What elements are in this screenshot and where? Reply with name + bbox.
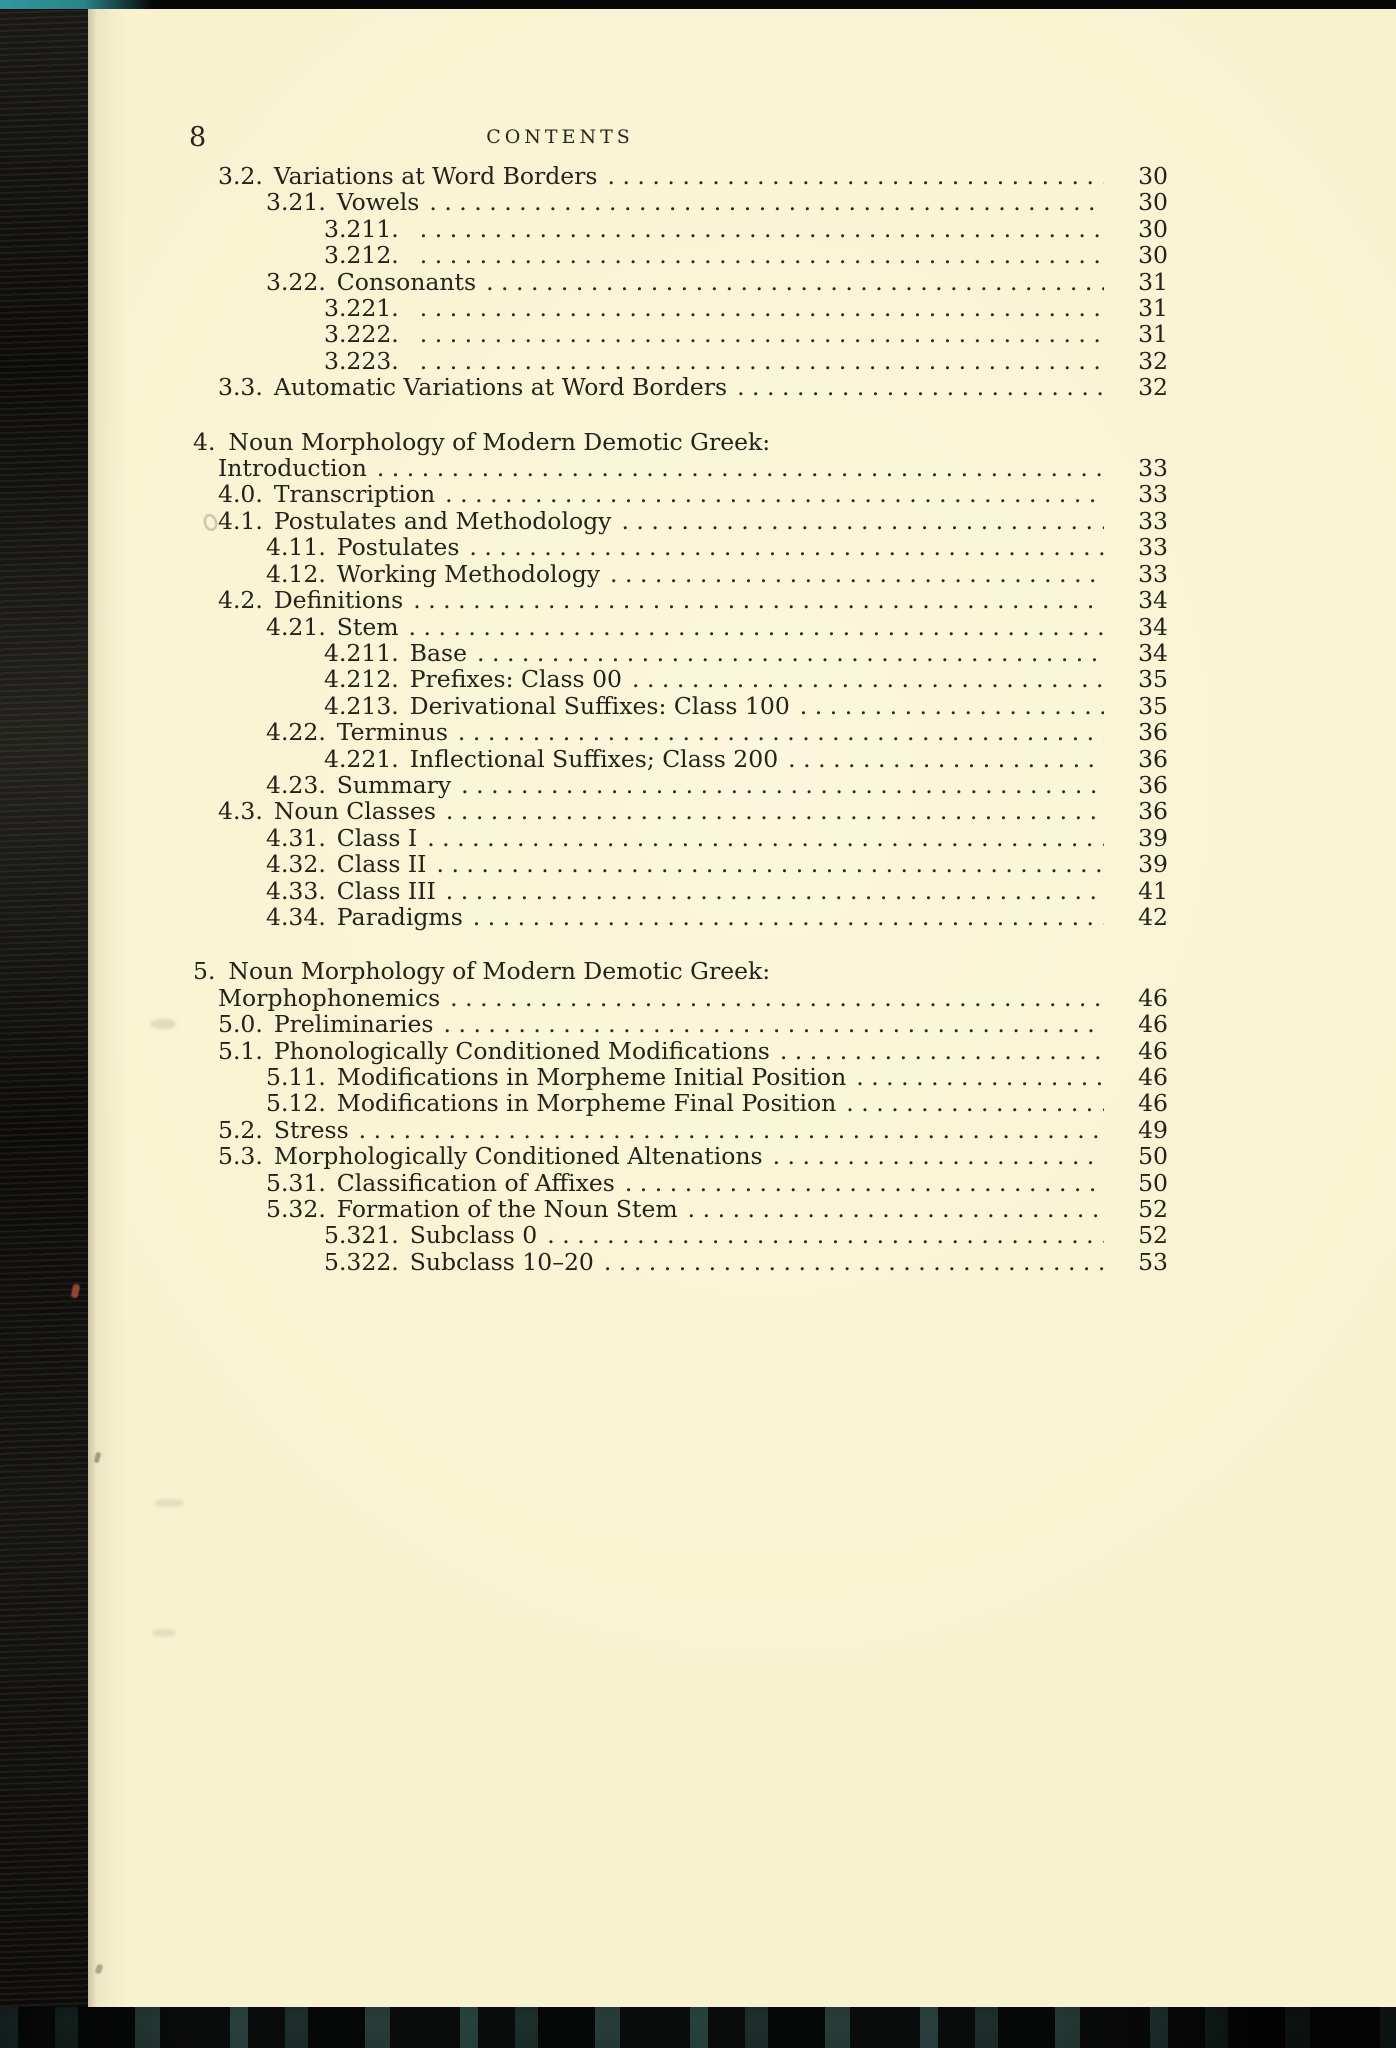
dot-leader: [445, 481, 1104, 507]
entry-number: 5.0.: [218, 1010, 263, 1039]
entry-page-number: 33: [1138, 454, 1168, 483]
entry-title: Formation of the Noun Stem: [336, 1195, 678, 1224]
entry-page-number: 31: [1138, 320, 1168, 349]
dot-leader: [773, 1143, 1104, 1169]
toc-section-heading: [193, 958, 1168, 984]
toc-entry: [193, 1117, 1168, 1143]
dot-leader: [359, 1117, 1104, 1143]
dot-leader: [788, 746, 1104, 772]
entry-title: Definitions: [273, 586, 404, 615]
entry-number: 4.1.: [218, 506, 263, 535]
entry-number: 4.23.: [266, 770, 326, 799]
entry-page-number: 53: [1138, 1247, 1168, 1276]
dot-leader: [450, 985, 1104, 1011]
scan-left-edge: [0, 0, 88, 2048]
entry-number: 5.2.: [218, 1115, 263, 1144]
toc-section: [193, 429, 1168, 931]
toc-entry: [193, 1170, 1168, 1196]
toc-entry: [193, 321, 1168, 347]
entry-number: 4.21.: [266, 612, 326, 641]
entry-page-number: 35: [1138, 665, 1168, 694]
entry-title: Stem: [336, 612, 399, 641]
entry-number: 4.0.: [218, 480, 263, 509]
entry-page-number: 30: [1138, 162, 1168, 190]
scan-top-teal-sliver: [0, 0, 152, 9]
dot-leader: [737, 374, 1104, 400]
entry-title: Terminus: [336, 718, 448, 747]
entry-title: Noun Morphology of Modern Demotic Greek:: [228, 427, 771, 456]
dot-leader: [409, 614, 1104, 640]
dot-leader: [420, 348, 1104, 374]
entry-page-number: 34: [1138, 638, 1168, 667]
dot-leader: [436, 851, 1104, 877]
entry-title: Vowels: [336, 188, 420, 217]
entry-title: Subclass 0: [409, 1221, 538, 1250]
dot-leader: [473, 904, 1104, 930]
entry-title: Inflectional Suffixes; Class 200: [409, 744, 779, 773]
table-of-contents: [88, 163, 1396, 1275]
dot-leader: [486, 269, 1104, 295]
dot-leader: [427, 825, 1104, 851]
entry-number: 3.21.: [266, 188, 326, 217]
toc-entry: [193, 1090, 1168, 1116]
entry-page-number: 32: [1138, 346, 1168, 375]
running-head: CONTENTS: [486, 126, 634, 148]
entry-number: 4.213.: [324, 691, 399, 720]
entry-number: 4.32.: [266, 850, 326, 879]
entry-page-number: 33: [1138, 533, 1168, 562]
toc-entry: [193, 1222, 1168, 1248]
dot-leader: [632, 666, 1104, 692]
dot-leader: [446, 798, 1104, 824]
dot-leader: [420, 321, 1104, 347]
entry-number: 5.31.: [266, 1168, 326, 1197]
entry-number: 5.12.: [266, 1089, 326, 1118]
entry-number: 4.33.: [266, 876, 326, 905]
entry-page-number: 46: [1138, 1036, 1168, 1065]
entry-page-number: 46: [1138, 1063, 1168, 1091]
toc-section: [193, 163, 1168, 401]
toc-entry: [193, 561, 1168, 587]
entry-page-number: 49: [1138, 1115, 1168, 1144]
toc-entry: [193, 1249, 1168, 1275]
dot-leader: [610, 561, 1104, 587]
margin-smudge: [154, 1499, 184, 1507]
entry-number: 5.32.: [266, 1195, 326, 1224]
dot-leader: [856, 1064, 1104, 1090]
entry-title: Preliminaries: [273, 1010, 434, 1039]
entry-page-number: 46: [1138, 1089, 1168, 1118]
entry-number: 5.: [193, 957, 216, 986]
toc-entry: [193, 1011, 1168, 1037]
entry-number: 4.34.: [266, 902, 326, 931]
dot-leader: [625, 1170, 1104, 1196]
dot-leader: [461, 772, 1104, 798]
toc-section: [193, 958, 1168, 1275]
entry-page-number: 52: [1138, 1195, 1168, 1224]
entry-number: 4.12.: [266, 559, 326, 588]
entry-page-number: 50: [1138, 1142, 1168, 1171]
entry-title: Automatic Variations at Word Borders: [273, 373, 728, 402]
entry-page-number: 52: [1138, 1221, 1168, 1250]
entry-page-number: 42: [1138, 902, 1168, 931]
entry-page-number: 50: [1138, 1168, 1168, 1197]
scan-bottom-cloth-band: [0, 2007, 1396, 2048]
entry-number: 3.3.: [218, 373, 263, 402]
toc-entry: [193, 374, 1168, 400]
entry-page-number: 31: [1138, 267, 1168, 296]
entry-title: Modifications in Morpheme Initial Position: [336, 1063, 847, 1091]
entry-page-number: 34: [1138, 586, 1168, 615]
entry-page-number: 46: [1138, 983, 1168, 1012]
dot-leader: [846, 1090, 1104, 1116]
entry-number: 4.211.: [324, 638, 399, 667]
dot-leader: [429, 189, 1104, 215]
toc-entry: [193, 878, 1168, 904]
entry-page-number: 30: [1138, 188, 1168, 217]
entry-page-number: 41: [1138, 876, 1168, 905]
entry-page-number: 34: [1138, 612, 1168, 641]
toc-entry: [193, 798, 1168, 824]
page-header: [88, 9, 1396, 153]
entry-page-number: 39: [1138, 823, 1168, 852]
dot-leader: [469, 534, 1104, 560]
entry-title: Morphologically Conditioned Altenations: [273, 1142, 763, 1171]
toc-entry: [193, 772, 1168, 798]
entry-number: 3.2.: [218, 162, 263, 190]
toc-entry: [193, 825, 1168, 851]
entry-title: Paradigms: [336, 902, 463, 931]
dot-leader: [458, 719, 1104, 745]
entry-page-number: 30: [1138, 241, 1168, 270]
entry-title: Postulates and Methodology: [273, 506, 612, 535]
entry-number: 4.: [193, 427, 216, 456]
entry-title: Variations at Word Borders: [273, 162, 598, 190]
entry-page-number: 39: [1138, 850, 1168, 879]
toc-entry: [193, 693, 1168, 719]
dot-leader: [377, 455, 1104, 481]
entry-title: Class III: [336, 876, 436, 905]
entry-number: 5.3.: [218, 1142, 263, 1171]
entry-title: Transcription: [273, 480, 436, 509]
toc-entry: [193, 481, 1168, 507]
entry-title: Noun Morphology of Modern Demotic Greek:: [228, 957, 771, 986]
entry-number: 5.1.: [218, 1036, 263, 1065]
entry-page-number: 35: [1138, 691, 1168, 720]
entry-number: 4.3.: [218, 797, 263, 826]
dot-leader: [413, 587, 1104, 613]
book-page: [88, 9, 1396, 2007]
toc-section-heading: [193, 429, 1168, 455]
entry-number: 3.223.: [324, 346, 399, 375]
entry-number: 3.222.: [324, 320, 399, 349]
entry-title: Consonants: [336, 267, 477, 296]
entry-number: 4.2.: [218, 586, 263, 615]
entry-title: Phonologically Conditioned Modifications: [273, 1036, 770, 1065]
entry-number: 4.11.: [266, 533, 326, 562]
dot-leader: [800, 693, 1104, 719]
entry-title: Introduction: [218, 454, 367, 483]
entry-page-number: 33: [1138, 559, 1168, 588]
entry-page-number: 31: [1138, 294, 1168, 323]
dot-leader: [446, 878, 1104, 904]
toc-entry: [193, 216, 1168, 242]
toc-entry: [193, 455, 1168, 481]
entry-page-number: 36: [1138, 770, 1168, 799]
dot-leader: [547, 1222, 1104, 1248]
toc-entry: [193, 1196, 1168, 1222]
entry-number: 5.322.: [324, 1247, 399, 1276]
entry-number: 4.221.: [324, 744, 399, 773]
entry-title: Classification of Affixes: [336, 1168, 615, 1197]
toc-entry: [193, 746, 1168, 772]
dot-leader: [420, 242, 1104, 268]
entry-title: Modifications in Morpheme Final Position: [336, 1089, 837, 1118]
entry-title: Stress: [273, 1115, 349, 1144]
dot-leader: [607, 163, 1104, 189]
toc-entry: [193, 348, 1168, 374]
entry-page-number: 46: [1138, 1010, 1168, 1039]
entry-title: Summary: [336, 770, 452, 799]
dot-leader: [420, 295, 1104, 321]
entry-title: Class I: [336, 823, 418, 852]
entry-title: Base: [409, 638, 467, 667]
entry-title: Working Methodology: [336, 559, 601, 588]
entry-number: 4.22.: [266, 718, 326, 747]
entry-page-number: 33: [1138, 480, 1168, 509]
entry-number: 3.221.: [324, 294, 399, 323]
dot-leader: [621, 508, 1104, 534]
toc-entry: [193, 614, 1168, 640]
entry-title: Subclass 10–20: [409, 1247, 594, 1276]
entry-number: 5.321.: [324, 1221, 399, 1250]
folio-page-number: 8: [189, 122, 207, 153]
toc-entry: [193, 640, 1168, 666]
entry-page-number: 36: [1138, 797, 1168, 826]
toc-entry: [193, 242, 1168, 268]
toc-entry: [193, 295, 1168, 321]
toc-entry: [193, 1143, 1168, 1169]
toc-entry: [193, 269, 1168, 295]
dot-leader: [688, 1196, 1104, 1222]
entry-page-number: 36: [1138, 718, 1168, 747]
entry-number: 3.22.: [266, 267, 326, 296]
toc-entry: [193, 587, 1168, 613]
toc-entry: [193, 534, 1168, 560]
entry-number: 3.212.: [324, 241, 399, 270]
entry-page-number: 32: [1138, 373, 1168, 402]
toc-entry: [193, 189, 1168, 215]
entry-page-number: 36: [1138, 744, 1168, 773]
entry-title: Derivational Suffixes: Class 100: [409, 691, 790, 720]
toc-entry: [193, 985, 1168, 1011]
toc-entry: [193, 1038, 1168, 1064]
dot-leader: [420, 216, 1104, 242]
entry-number: 4.212.: [324, 665, 399, 694]
entry-title: Postulates: [336, 533, 460, 562]
dot-leader: [604, 1249, 1104, 1275]
toc-entry: [193, 1064, 1168, 1090]
entry-number: 5.11.: [266, 1063, 326, 1091]
toc-entry: [193, 851, 1168, 877]
entry-number: 3.211.: [324, 214, 399, 243]
toc-entry: [193, 508, 1168, 534]
entry-number: 4.31.: [266, 823, 326, 852]
toc-entry: [193, 719, 1168, 745]
toc-entry: [193, 904, 1168, 930]
toc-entry: [193, 666, 1168, 692]
entry-title: Morphophonemics: [218, 983, 441, 1012]
entry-title: Class II: [336, 850, 427, 879]
margin-smudge: [152, 1629, 176, 1637]
entry-title: Prefixes: Class 00: [409, 665, 622, 694]
entry-page-number: 33: [1138, 506, 1168, 535]
dot-leader: [780, 1038, 1104, 1064]
toc-entry: [193, 163, 1168, 189]
dot-leader: [444, 1011, 1105, 1037]
dot-leader: [477, 640, 1104, 666]
entry-page-number: 30: [1138, 214, 1168, 243]
entry-title: Noun Classes: [273, 797, 436, 826]
